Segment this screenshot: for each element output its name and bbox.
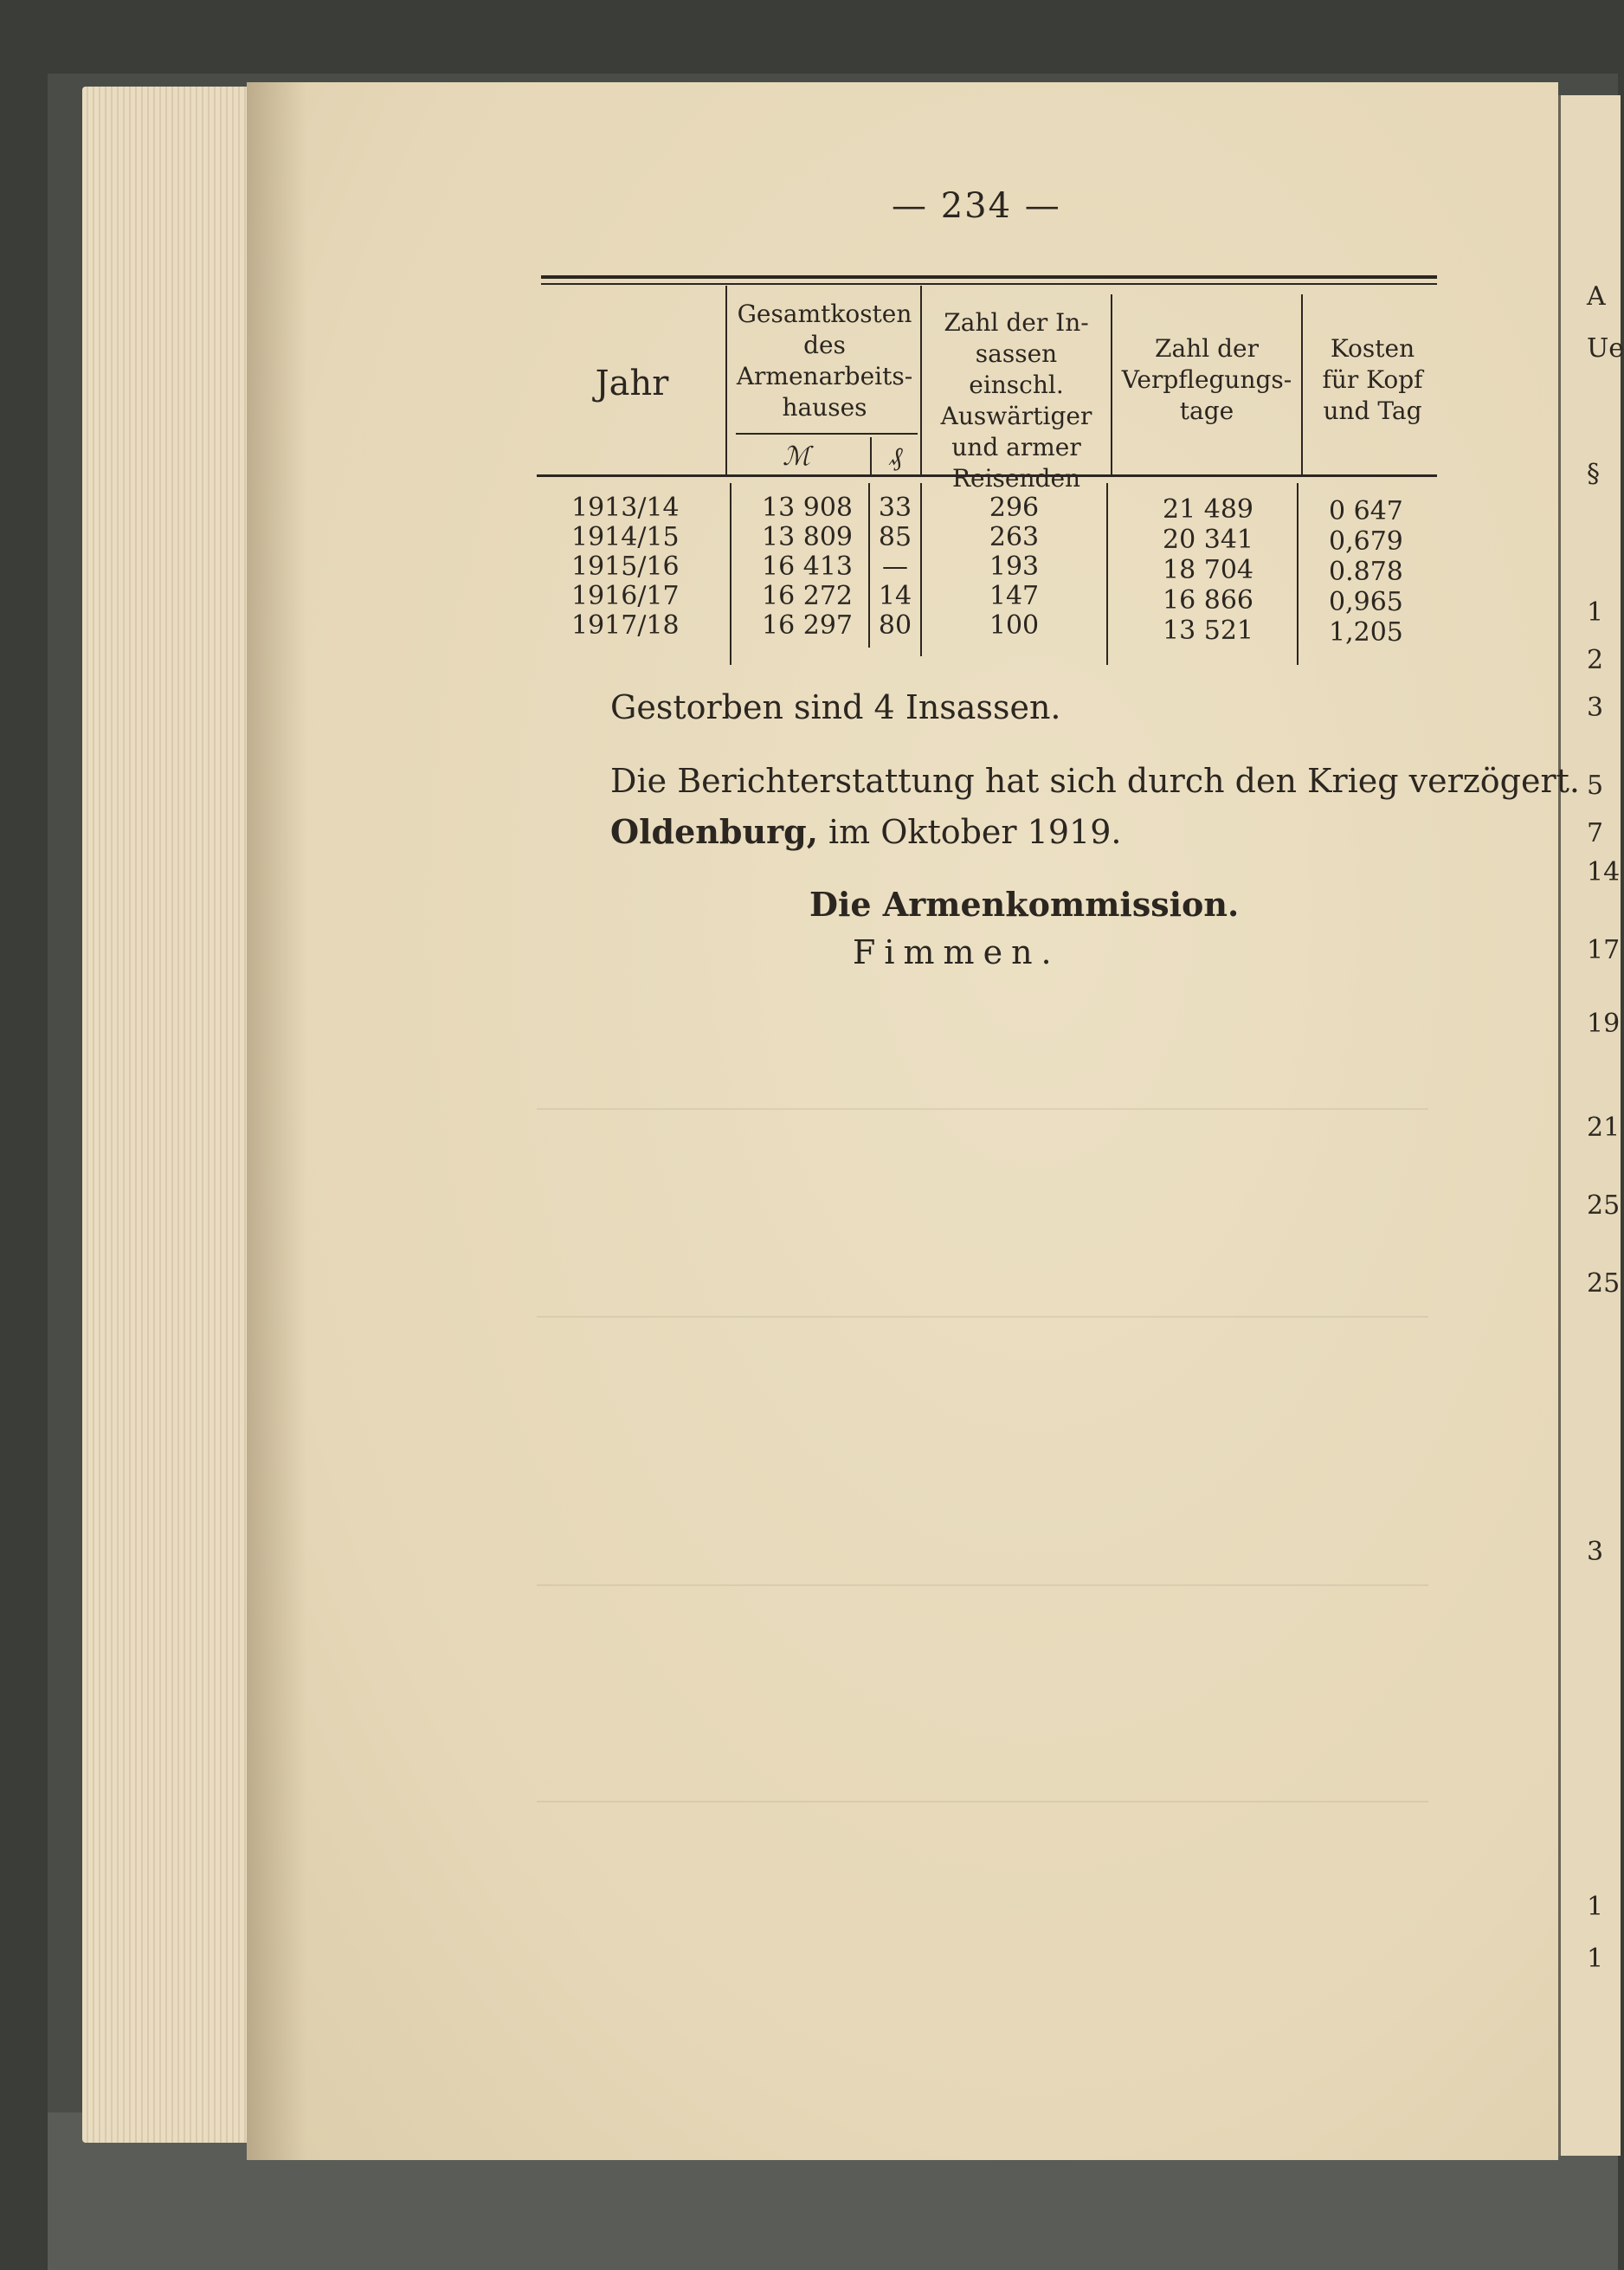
- cell-year: 1915/16: [571, 551, 680, 582]
- place-name: Oldenburg,: [610, 812, 818, 851]
- cell-mark: 13 908: [762, 493, 853, 523]
- cell-pfennig: —: [882, 551, 908, 582]
- adjacent-page-text: 3: [1587, 693, 1604, 723]
- cell-cost-per-head: 0 647: [1329, 496, 1403, 526]
- header-total-cost: Gesamtkosten des Armenarbeits- hauses: [736, 300, 913, 422]
- adjacent-page-text: 3: [1587, 1537, 1604, 1567]
- cell-mark: 16 297: [762, 610, 853, 641]
- adjacent-page-text: 19: [1587, 1009, 1621, 1039]
- show-through-line: [537, 1801, 1428, 1802]
- cell-mark: 13 809: [762, 522, 853, 552]
- header-inmates: Zahl der In- sassen einschl. Auswärtiger und armer Reisenden: [940, 308, 1092, 493]
- cell-inmates: 100: [989, 610, 1040, 641]
- table-top-rule-thin: [541, 283, 1437, 285]
- cell-cost-per-head: 0,679: [1329, 526, 1403, 557]
- gutter-shadow: [247, 82, 307, 2160]
- adjacent-page-text: 25: [1587, 1268, 1621, 1299]
- commission-name: Die Armenkommission.: [809, 885, 1240, 924]
- show-through-line: [537, 1108, 1428, 1110]
- deaths-sentence: Gestorben sind 4 Insassen.: [610, 688, 1061, 726]
- cell-cost-per-head: 1,205: [1329, 617, 1403, 648]
- column-separator: [920, 286, 922, 474]
- adjacent-page-text: 7: [1587, 818, 1604, 848]
- cell-year: 1913/14: [571, 493, 680, 523]
- show-through-line: [537, 1584, 1428, 1586]
- adjacent-page-text: 17: [1587, 935, 1621, 965]
- adjacent-page-text: 21: [1587, 1112, 1621, 1143]
- date: im Oktober 1919.: [817, 813, 1122, 851]
- header-mark-unit: ℳ: [782, 442, 811, 472]
- cell-days: 13 521: [1163, 616, 1253, 646]
- adjacent-page-text: 1: [1587, 597, 1604, 628]
- adjacent-page-text: 1: [1587, 1892, 1604, 1922]
- column-separator: [1297, 483, 1299, 665]
- header-year: Jahr: [595, 364, 669, 403]
- table-top-rule: [541, 275, 1437, 279]
- adjacent-page-text: 1: [1587, 1944, 1604, 1974]
- column-separator: [730, 483, 731, 665]
- column-separator: [1106, 483, 1108, 665]
- page-number: — 234 —: [892, 186, 1061, 226]
- header-pfennig-unit: ₰: [889, 442, 903, 472]
- cell-days: 20 341: [1163, 525, 1253, 555]
- cell-days: 21 489: [1163, 494, 1253, 525]
- cell-inmates: 263: [989, 522, 1040, 552]
- cell-year: 1917/18: [571, 610, 680, 641]
- column-separator: [1111, 294, 1112, 474]
- adjacent-page-text: §: [1587, 459, 1600, 489]
- unit-separator: [870, 437, 872, 474]
- cell-pfennig: 14: [878, 581, 912, 611]
- signature: Fimmen.: [853, 933, 1060, 971]
- cell-days: 18 704: [1163, 555, 1253, 585]
- cell-inmates: 147: [989, 581, 1040, 611]
- cell-inmates: 193: [989, 551, 1040, 582]
- cell-year: 1916/17: [571, 581, 680, 611]
- show-through-line: [537, 1316, 1428, 1318]
- header-cost-per-head: Kosten für Kopf und Tag: [1322, 334, 1423, 425]
- adjacent-page-text: Ue: [1587, 333, 1624, 364]
- unit-rule: [736, 433, 918, 435]
- cell-year: 1914/15: [571, 522, 680, 552]
- cell-inmates: 296: [989, 493, 1040, 523]
- cell-days: 16 866: [1163, 585, 1253, 616]
- adjacent-page-text: 5: [1587, 771, 1604, 801]
- place-date-line: [610, 812, 1121, 851]
- adjacent-page-text: 14: [1587, 857, 1621, 887]
- adjacent-page-text: A: [1587, 281, 1606, 312]
- adjacent-page-text: 2: [1587, 645, 1604, 675]
- delay-sentence: Die Berichterstattung hat sich durch den Krieg verzögert.: [610, 762, 1580, 800]
- cell-cost-per-head: 0.878: [1329, 557, 1403, 587]
- header-care-days: Zahl der Verpflegungs- tage: [1121, 334, 1292, 425]
- cell-mark: 16 413: [762, 551, 853, 582]
- cell-pfennig: 80: [878, 610, 912, 641]
- adjacent-page-text: 25: [1587, 1190, 1621, 1221]
- cell-pfennig: 85: [878, 522, 912, 552]
- page-stack-edges: [82, 87, 247, 2143]
- cell-pfennig: 33: [878, 493, 912, 523]
- cell-mark: 16 272: [762, 581, 853, 611]
- column-separator: [1301, 294, 1303, 474]
- cell-cost-per-head: 0,965: [1329, 587, 1403, 617]
